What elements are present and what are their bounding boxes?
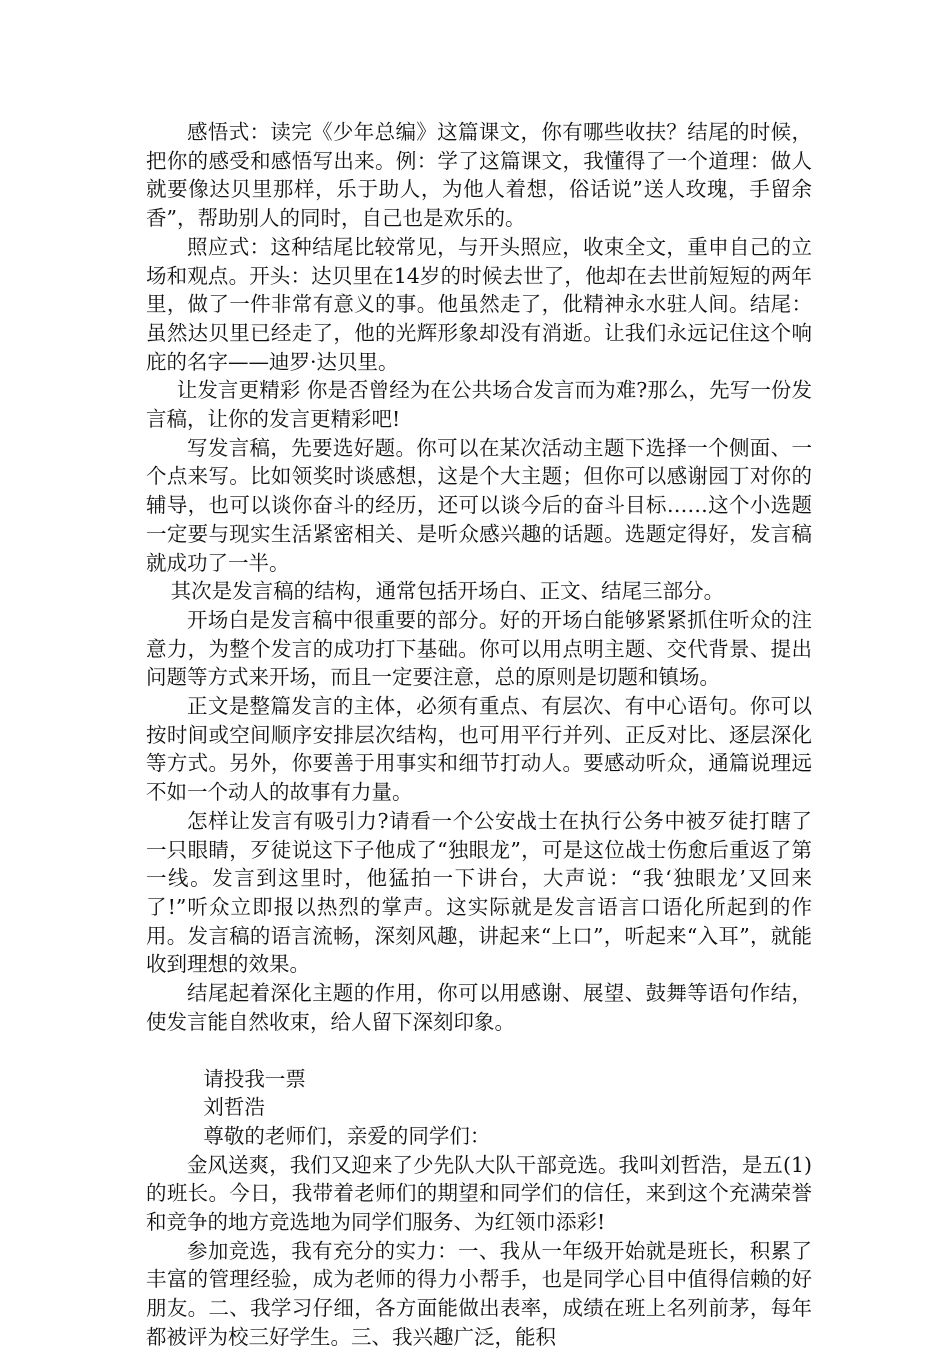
document-body [146, 118, 812, 1352]
paragraph-structure: 其次是发言稿的结构，通常包括开场白、正文、结尾三部分。 [170, 579, 725, 604]
paragraph-main-body: 正文是整篇发言的主体，必须有重点、有层次、有中心语句。你可以按时间或空间顺序安排层次结构，也可用平行并列、正反对比、逐层深化等方式。另外，你要善于用事实和细节打动人。要感动听众，通篇说理远不如一个动人的故事有力量。 [146, 694, 812, 805]
paragraph-speech-intro: 让发言更精彩 你是否曾经为在公共场合发言而为难?那么，先写一份发言稿，让你的发言更精彩吧! [146, 378, 812, 432]
paragraph-reflection-ending: 感悟式：读完《少年总编》这篇课文，你有哪些收扶？结尾的时候，把你的感受和感悟写出来。例：学了这篇课文，我懂得了一个道理：做人就要像达贝里那样，乐于助人，为他人着想，俗话说”送人玫瑰，手留余香”，帮助别人的同时，自己也是欢乐的。 [146, 120, 812, 231]
section-gap [146, 1037, 812, 1065]
paragraph-attraction: 怎样让发言有吸引力?请看一个公安战士在执行公务中被歹徒打瞎了一只眼睛，歹徒说这下子他成了“独眼龙”，可是这位战士伤愈后重返了第一线。发言到这里时，他猛拍一下讲台，大声说：“我‘独眼龙’又回来了!”听众立即报以热烈的掌声。这实际就是发言语言口语化所起到的作用。发言稿的语言流畅，深刻风趣，讲起来“上口”，听起来“入耳”，就能收到理想的效果。 [146, 808, 812, 977]
speech-greeting: 尊敬的老师们，亲爱的同学们： [203, 1123, 491, 1148]
speech-paragraph: 参加竞选，我有充分的实力：一、我从一年级开始就是班长，积累了丰富的管理经验，成为老师的得力小帮手，也是同学心目中值得信赖的好朋友。二、我学习仔细，各方面能做出表率，成绩在班上名列前茅，每年都被评为校三好学生。三、我兴趣广泛，能积 [146, 1238, 812, 1349]
speech-paragraph: 金风送爽，我们又迎来了少先队大队干部竞选。我叫刘哲浩，是五(1)的班长。今日，我带着老师们的期望和同学们的信任，来到这个充满荣誉和竞争的地方竞选地为同学们服务、为红领巾添彩! [146, 1152, 812, 1235]
paragraph-conclusion: 结尾起着深化主题的作用，你可以用感谢、展望、鼓舞等语句作结，使发言能自然收束，给人留下深刻印象。 [146, 981, 812, 1034]
paragraph-echo-ending: 照应式：这种结尾比较常见，与开头照应，收束全文，重申自己的立场和观点。开头：达贝里在14岁的时候去世了，他却在去世前短短的两年里，做了一件非常有意义的事。他虽然走了，仳精神永水驻人间。结尾：虽然达贝里已经走了，他的光辉形象却没有消逝。让我们永远记住这个响庇的名字——迪罗·达贝里。 [146, 234, 812, 374]
paragraph-choose-topic: 写发言稿，先要选好题。你可以在某次活动主题下选择一个侧面、一个点来写。比如领奖时谈感想，这是个大主题；但你可以感谢园丁对你的辅导，也可以谈你奋斗的经历，还可以谈今后的奋斗目标……这个小选题一定要与现实生活紧密相关、是听众感兴趣的话题。选题定得好，发言稿就成功了一半。 [146, 435, 812, 575]
speech-title: 请投我一票 [203, 1066, 306, 1091]
speech-author: 刘哲浩 [203, 1095, 265, 1120]
paragraph-opening: 开场白是发言稿中很重要的部分。好的开场白能够紧紧抓住听众的注意力，为整个发言的成功打下基础。你可以用点明主题、交代背景、提出问题等方式来开场，而且一定要注意，总的原则是切题和镇场。 [146, 607, 812, 690]
